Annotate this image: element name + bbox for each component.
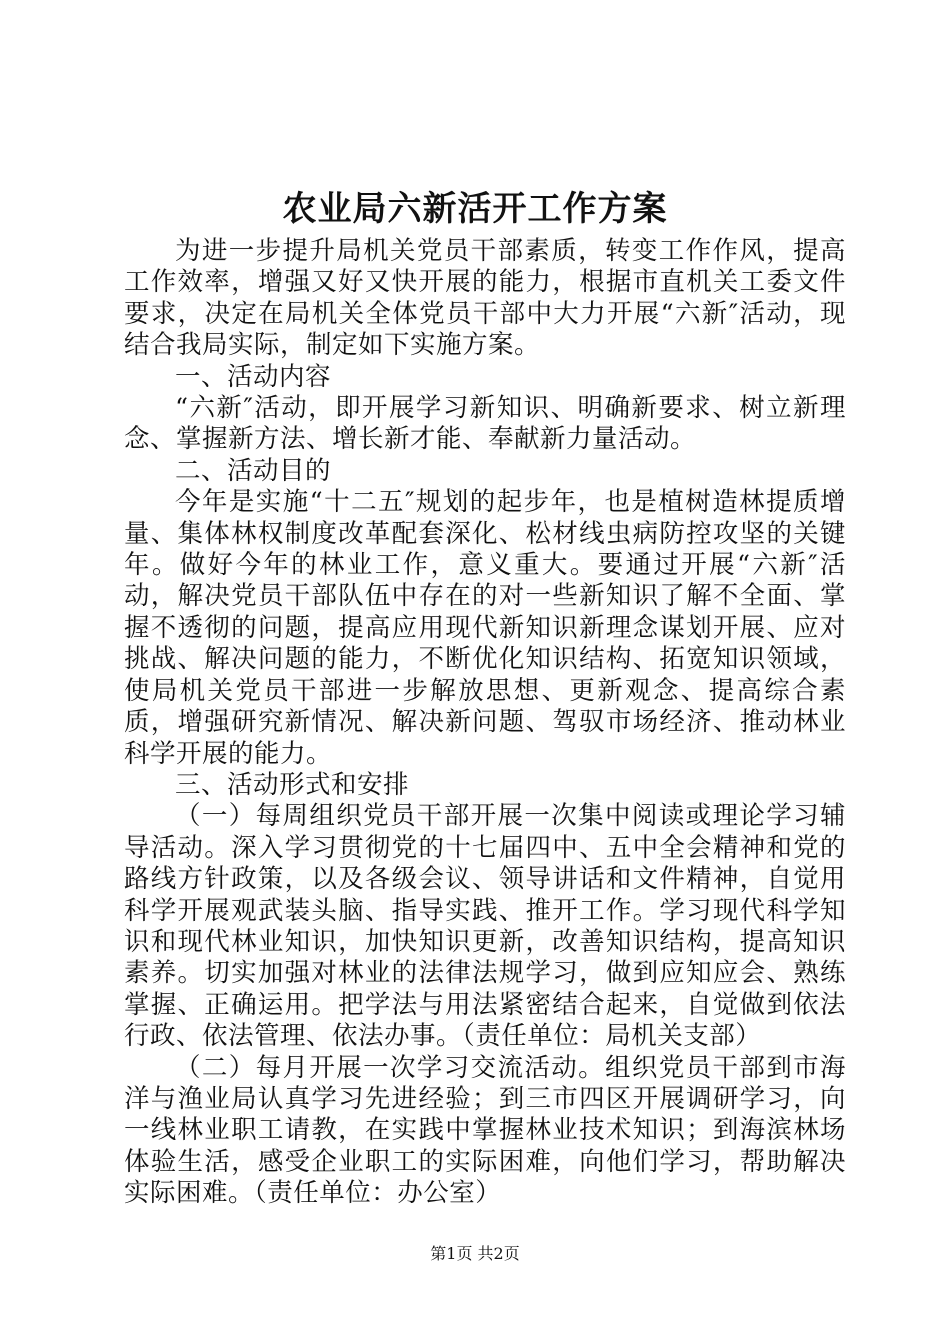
page-footer: 第1页 共2页 xyxy=(430,1244,520,1263)
paragraph-content: “六新″活动，即开展学习新知识、明确新要求、树立新理念、掌握新方法、增长新才能、奉献新力量活动。 xyxy=(124,393,846,455)
section-heading-1: 一、活动内容 xyxy=(175,361,332,392)
document-title: 农业局六新活开工作方案 xyxy=(282,189,668,229)
paragraph-intro: 为进一步提升局机关党员干部素质，转变工作作风，提高工作效率，增强又好又快开展的能力，根据市直机关工委文件要求，决定在局机关全体党员干部中大力开展“六新″活动，现结合我局实际，制定如下实施方案。 xyxy=(124,236,846,361)
paragraph-arrangement-1: （一）每周组织党员干部开展一次集中阅读或理论学习辅导活动。深入学习贯彻党的十七届四中、五中全会精神和党的路线方针政策，以及各级会议、领导讲话和文件精神，自觉用科学开展观武装头脑、指导实践、推开工作。学习现代科学知识和现代林业知识，加快知识更新，改善知识结构，提高知识素养。切实加强对林业的法律法规学习，做到应知应会、熟练掌握、正确运用。把学法与用法紧密结合起来，自觉做到依法行政、依法管理、依法办事。（责任单位：局机关支部） xyxy=(124,801,846,1052)
document-body xyxy=(124,236,846,1210)
paragraph-purpose: 今年是实施“十二五″规划的起步年，也是植树造林提质增量、集体林权制度改革配套深化、松材线虫病防控攻坚的关键年。做好今年的林业工作，意义重大。要通过开展“六新″活动，解决党员干部队伍中存在的对一些新知识了解不全面、掌握不透彻的问题，提高应用现代新知识新理念谋划开展、应对挑战、解决问题的能力，不断优化知识结构、拓宽知识领域，使局机关党员干部进一步解放思想、更新观念、提高综合素质，增强研究新情况、解决新问题、驾驭市场经济、推动林业科学开展的能力。 xyxy=(124,487,846,769)
section-heading-3: 三、活动形式和安排 xyxy=(175,769,410,800)
paragraph-arrangement-2: （二）每月开展一次学习交流活动。组织党员干部到市海洋与渔业局认真学习先进经验；到三市四区开展调研学习，向一线林业职工请教，在实践中掌握林业技术知识；到海滨林场体验生活，感受企业职工的实际困难，向他们学习，帮助解决实际困难。（责任单位：办公室） xyxy=(124,1052,846,1209)
section-heading-2: 二、活动目的 xyxy=(175,455,332,486)
